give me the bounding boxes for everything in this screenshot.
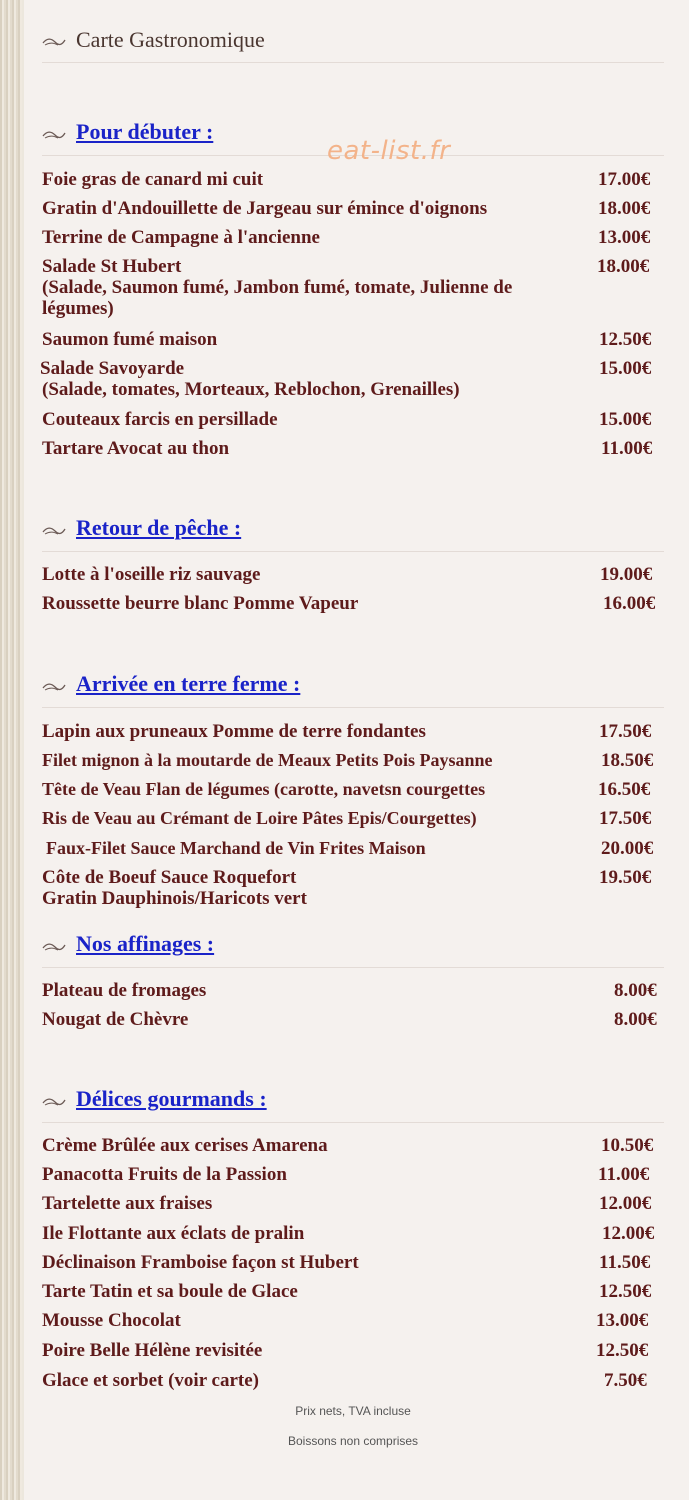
item-name: Terrine de Campagne à l'ancienne bbox=[42, 227, 320, 248]
section-header bbox=[42, 117, 213, 147]
item-detail: Gratin Dauphinois/Haricots vert bbox=[42, 888, 307, 909]
section-title-delices-gourmands[interactable]: Délices gourmands : bbox=[76, 1086, 267, 1111]
section-title-nos-affinages[interactable]: Nos affinages : bbox=[76, 931, 215, 956]
item-name: Lotte à l'oseille riz sauvage bbox=[42, 564, 261, 585]
item-price: 12.00€ bbox=[602, 1223, 655, 1244]
section-divider bbox=[42, 967, 664, 968]
item-price: 11.00€ bbox=[598, 1164, 650, 1185]
item-name: Roussette beurre blanc Pomme Vapeur bbox=[42, 593, 359, 614]
item-name: Ris de Veau au Crémant de Loire Pâtes Epis/Courgettes) bbox=[42, 808, 477, 828]
item-price: 18.00€ bbox=[597, 256, 650, 277]
item-detail: (Salade, Saumon fumé, Jambon fumé, tomate, Julienne de légumes) bbox=[42, 277, 513, 319]
item-price: 17.00€ bbox=[598, 169, 651, 190]
section-header bbox=[42, 929, 214, 959]
item-name: Salade St Hubert bbox=[42, 256, 182, 277]
item-price: 7.50€ bbox=[604, 1370, 647, 1391]
section-title-pour-debuter[interactable]: Pour débuter : bbox=[76, 119, 214, 144]
section-divider bbox=[42, 1122, 664, 1123]
item-price: 18.00€ bbox=[598, 198, 651, 219]
page-title-text: Carte Gastronomique bbox=[76, 27, 265, 52]
flourish-icon bbox=[42, 34, 66, 48]
item-name: Filet mignon à la moutarde de Meaux Petits Pois Paysanne bbox=[42, 750, 493, 770]
item-name: Déclinaison Framboise façon st Hubert bbox=[42, 1252, 359, 1273]
flourish-icon bbox=[42, 679, 66, 693]
item-name: Couteaux farcis en persillade bbox=[42, 409, 278, 430]
item-price: 12.50€ bbox=[596, 1340, 649, 1361]
item-name: Saumon fumé maison bbox=[42, 329, 218, 350]
item-price: 10.50€ bbox=[601, 1135, 654, 1156]
item-price: 13.00€ bbox=[596, 1310, 649, 1331]
item-price: 12.00€ bbox=[599, 1193, 652, 1214]
section-header bbox=[42, 513, 241, 543]
item-name: Salade Savoyarde bbox=[40, 358, 185, 379]
item-price: 12.50€ bbox=[599, 1281, 652, 1302]
footnote-prices: Prix nets, TVA incluse bbox=[295, 1404, 411, 1418]
item-detail: (Salade, tomates, Morteaux, Reblochon, Grenailles) bbox=[42, 379, 460, 400]
watermark: eat-list.fr bbox=[327, 136, 451, 166]
item-name: Tartare Avocat au thon bbox=[42, 438, 230, 459]
left-border-pattern bbox=[0, 0, 22, 1500]
item-name: Gratin d'Andouillette de Jargeau sur émince d'oignons bbox=[42, 198, 488, 219]
menu-card bbox=[24, 0, 689, 1500]
flourish-icon bbox=[42, 939, 66, 953]
item-name: Tête de Veau Flan de légumes (carotte, navetsn courgettes bbox=[42, 779, 486, 799]
item-price: 17.50€ bbox=[599, 721, 652, 742]
flourish-icon bbox=[42, 523, 66, 537]
item-name: Plateau de fromages bbox=[42, 980, 207, 1001]
item-price: 18.50€ bbox=[601, 750, 654, 771]
item-name: Foie gras de canard mi cuit bbox=[42, 169, 264, 190]
item-name: Poire Belle Hélène revisitée bbox=[42, 1340, 263, 1361]
item-price: 11.50€ bbox=[599, 1252, 651, 1273]
item-price: 16.50€ bbox=[598, 779, 651, 800]
section-header bbox=[42, 669, 300, 699]
item-price: 17.50€ bbox=[599, 808, 652, 829]
item-name: Tartelette aux fraises bbox=[42, 1193, 213, 1214]
item-price: 15.00€ bbox=[599, 358, 652, 379]
item-price: 15.00€ bbox=[599, 409, 652, 430]
item-name: Côte de Boeuf Sauce Roquefort bbox=[42, 867, 297, 888]
section-divider bbox=[42, 707, 664, 708]
flourish-icon bbox=[42, 1094, 66, 1108]
item-name: Crème Brûlée aux cerises Amarena bbox=[42, 1135, 328, 1156]
page-title bbox=[42, 24, 265, 56]
section-header bbox=[42, 1084, 267, 1114]
item-name: Glace et sorbet (voir carte) bbox=[42, 1370, 259, 1391]
item-name: Nougat de Chèvre bbox=[42, 1009, 189, 1030]
item-name: Ile Flottante aux éclats de pralin bbox=[42, 1223, 305, 1244]
section-divider bbox=[42, 551, 664, 552]
item-name: Panacotta Fruits de la Passion bbox=[42, 1164, 287, 1185]
title-divider bbox=[42, 62, 664, 63]
flourish-icon bbox=[42, 127, 66, 141]
item-price: 12.50€ bbox=[599, 329, 652, 350]
item-name: Tarte Tatin et sa boule de Glace bbox=[42, 1281, 298, 1302]
item-price: 16.00€ bbox=[603, 593, 656, 614]
item-price: 19.50€ bbox=[599, 867, 652, 888]
item-price: 8.00€ bbox=[614, 980, 657, 1001]
item-name: Mousse Chocolat bbox=[42, 1310, 181, 1331]
item-price: 8.00€ bbox=[614, 1009, 657, 1030]
section-title-retour-de-peche[interactable]: Retour de pêche : bbox=[76, 515, 242, 540]
footnote-drinks: Boissons non comprises bbox=[287, 1434, 419, 1448]
section-title-arrivee-en-terre-ferme[interactable]: Arrivée en terre ferme : bbox=[76, 671, 301, 696]
item-price: 11.00€ bbox=[601, 438, 653, 459]
item-price: 20.00€ bbox=[601, 838, 654, 859]
item-price: 19.00€ bbox=[600, 564, 653, 585]
item-name: Lapin aux pruneaux Pomme de terre fondantes bbox=[42, 721, 426, 742]
item-name: Faux-Filet Sauce Marchand de Vin Frites Maison bbox=[46, 838, 426, 858]
item-price: 13.00€ bbox=[598, 227, 651, 248]
